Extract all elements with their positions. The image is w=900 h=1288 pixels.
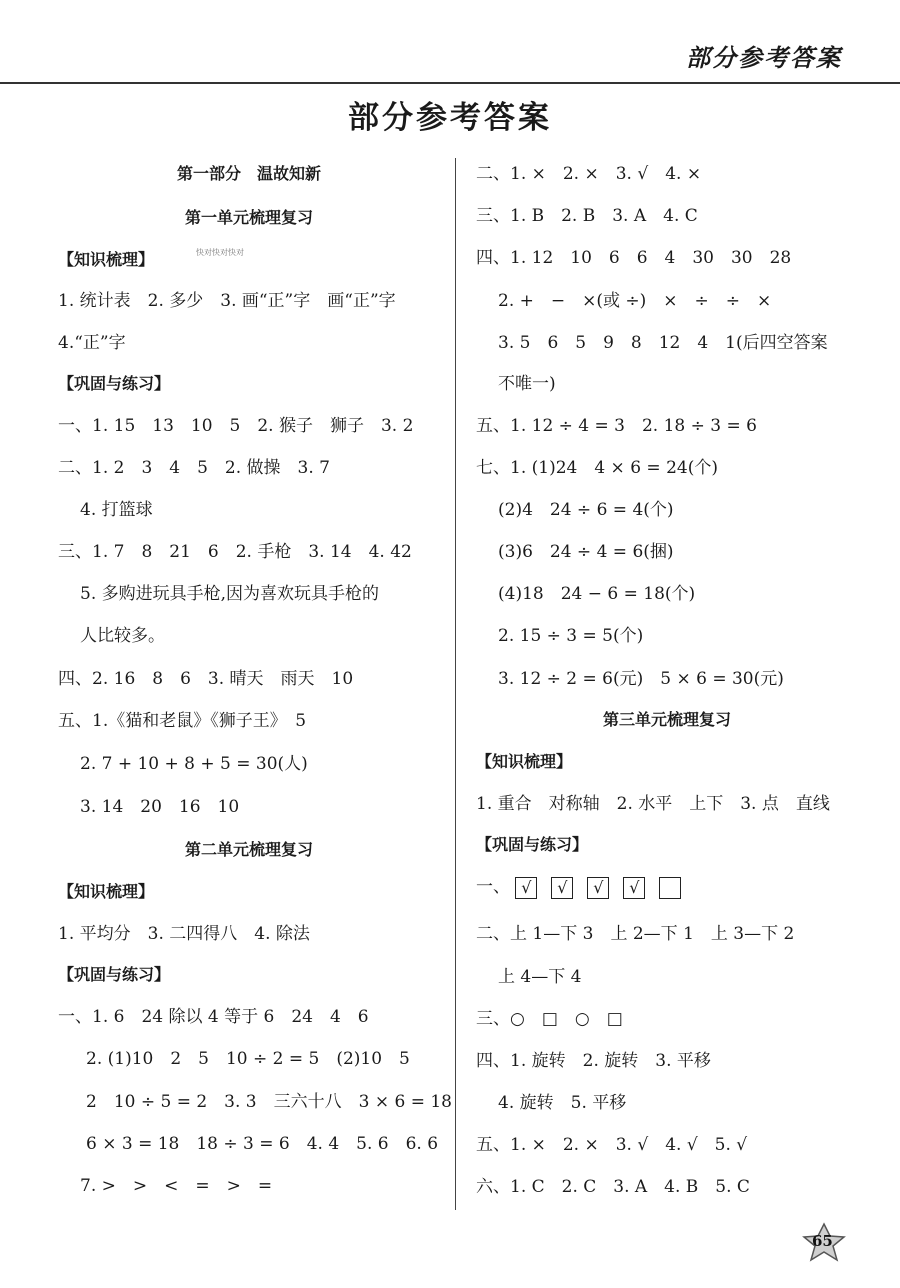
left-column-line: 5. 多购进玩具手枪,因为喜欢玩具手枪的 [80, 584, 380, 604]
right-column-line: 3. 12 ÷ 2 = 6(元) 5 × 6 = 30(元) [498, 669, 784, 689]
left-column-line: 2 10 ÷ 5 = 2 3. 3 三六十八 3 × 6 = 18 [86, 1092, 452, 1112]
running-header: 部分参考答案 [686, 43, 842, 72]
right-column-line: 2. 15 ÷ 3 = 5(个) [498, 626, 644, 646]
left-column-line: 二、1. 2 3 4 5 2. 做操 3. 7 [58, 458, 330, 478]
right-column-line: 四、1. 旋转 2. 旋转 3. 平移 [476, 1051, 711, 1071]
left-column-line: 1. 平均分 3. 二四得八 4. 除法 [58, 924, 310, 944]
left-column-line: 五、1.《猫和老鼠》《狮子王》 5 [58, 711, 307, 731]
right-column-line: 五、1. × 2. × 3. √ 4. √ 5. √ [476, 1135, 748, 1155]
left-column-line: 4.“正”字 [58, 333, 126, 353]
answer-checkbox: √ [587, 877, 609, 899]
left-column-line: 【知识梳理】 [58, 882, 155, 901]
right-column-line: 六、1. C 2. C 3. A 4. B 5. C [476, 1177, 750, 1197]
answer-checkbox: √ [623, 877, 645, 899]
left-column-line: 3. 14 20 16 10 [80, 797, 240, 817]
page-number: 65 [812, 1232, 833, 1250]
right-column-line: (3)6 24 ÷ 4 = 6(捆) [498, 542, 674, 562]
watermark-stamp-text: 快对快对快对 [196, 248, 244, 257]
right-column-line: 四、1. 12 10 6 6 4 30 30 28 [476, 248, 792, 268]
left-column-line: 7. > > < = > = [80, 1176, 273, 1196]
right-column-line: 三、○ □ ○ □ [476, 1009, 623, 1029]
left-column-line: 人比较多。 [80, 626, 165, 646]
right-column-line: 【知识梳理】 [476, 752, 573, 771]
left-column-line: 4. 打篮球 [80, 500, 153, 520]
checkbox-row-label: 一、 [476, 877, 510, 897]
left-column-line: 【巩固与练习】 [58, 374, 171, 393]
left-column-line: 【巩固与练习】 [58, 965, 171, 984]
left-column-line: 2. 7 + 10 + 8 + 5 = 30(人) [80, 754, 308, 774]
right-column-line: 七、1. (1)24 4 × 6 = 24(个) [476, 458, 718, 478]
header-rule [0, 82, 900, 84]
right-column-line: 五、1. 12 ÷ 4 = 3 2. 18 ÷ 3 = 6 [476, 416, 757, 436]
page-title: 部分参考答案 [348, 100, 552, 136]
left-column-line: 一、1. 15 13 10 5 2. 猴子 狮子 3. 2 [58, 416, 414, 436]
left-column-line: 第一部分 温故知新 [176, 164, 321, 183]
right-column-line: 4. 旋转 5. 平移 [498, 1093, 627, 1113]
answer-checkbox: √ [515, 877, 537, 899]
left-column-line: 1. 统计表 2. 多少 3. 画“正”字 画“正”字 [58, 291, 396, 311]
left-column-line: 2. (1)10 2 5 10 ÷ 2 = 5 (2)10 5 [86, 1049, 410, 1069]
right-column-line: 2. + − ×(或 ÷) × ÷ ÷ × [498, 291, 772, 311]
right-column-line: 不唯一) [498, 374, 556, 394]
right-column-line: 【巩固与练习】 [476, 835, 589, 854]
right-column-line: 二、上 1—下 3 上 2—下 1 上 3—下 2 [476, 924, 795, 944]
checkbox-answer-row [476, 875, 695, 899]
left-column-line: 第一单元梳理复习 [184, 208, 313, 227]
right-column-line: (4)18 24 − 6 = 18(个) [498, 584, 696, 604]
column-divider [455, 158, 456, 1210]
right-column-line: 二、1. × 2. × 3. √ 4. × [476, 164, 702, 184]
left-column-line: 【知识梳理】 [58, 250, 155, 269]
right-column-line: 1. 重合 对称轴 2. 水平 上下 3. 点 直线 [476, 794, 830, 814]
left-column-line: 第二单元梳理复习 [184, 840, 313, 859]
right-column-line: 3. 5 6 5 9 8 12 4 1(后四空答案 [498, 333, 828, 353]
left-column-line: 一、1. 6 24 除以 4 等于 6 24 4 6 [58, 1007, 369, 1027]
left-column-line: 三、1. 7 8 21 6 2. 手枪 3. 14 4. 42 [58, 542, 412, 562]
right-column-line: (2)4 24 ÷ 6 = 4(个) [498, 500, 674, 520]
right-column-line: 第三单元梳理复习 [602, 710, 731, 729]
left-column-line: 四、2. 16 8 6 3. 晴天 雨天 10 [58, 669, 354, 689]
answer-checkbox: √ [551, 877, 573, 899]
answer-checkbox [659, 877, 681, 899]
right-column-line: 上 4—下 4 [498, 967, 582, 987]
left-column-line: 6 × 3 = 18 18 ÷ 3 = 6 4. 4 5. 6 6. 6 [86, 1134, 439, 1154]
right-column-line: 三、1. B 2. B 3. A 4. C [476, 206, 698, 226]
